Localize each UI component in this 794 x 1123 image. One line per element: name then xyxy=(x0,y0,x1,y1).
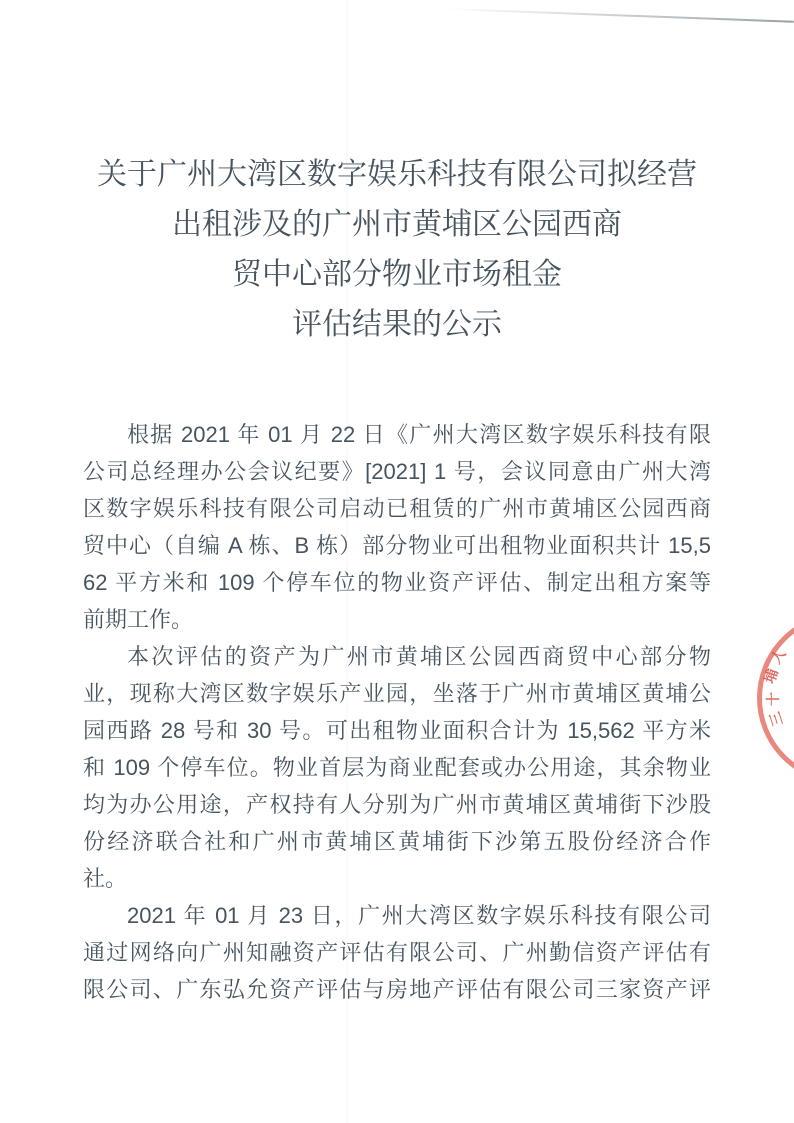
seal-character: 埔 xyxy=(761,666,781,686)
text-line: 本次评估的资产为广州市黄埔区公园西商贸中心部分物 xyxy=(127,644,711,669)
text-line: 2021 年 01 月 23 日，广州大湾区数字娱乐科技有限公司 xyxy=(127,903,711,928)
text-line: 社。 xyxy=(83,866,128,891)
title-line: 贸中心部分物业市场租金 xyxy=(232,258,562,291)
text-line: 业，现称大湾区数字娱乐产业园，坐落于广州市黄埔区黄埔公 xyxy=(83,681,711,706)
seal-character: 三 xyxy=(766,709,786,729)
paragraph xyxy=(83,638,711,897)
document-body xyxy=(83,416,711,1008)
text-line: 均为办公用途，产权持有人分别为广州市黄埔区黄埔街下沙股 xyxy=(83,792,711,817)
text-line: 根据 2021 年 01 月 22 日《广州大湾区数字娱乐科技有限 xyxy=(127,422,711,447)
title-line: 出租涉及的广州市黄埔区公园西商 xyxy=(172,208,622,241)
seal-character: 十 xyxy=(765,692,781,706)
text-line: 园西路 28 号和 30 号。可出租物业面积合计为 15,562 平方米 xyxy=(83,718,711,743)
title-line: 关于广州大湾区数字娱乐科技有限公司拟经营 xyxy=(97,158,697,191)
seal-character: 人 xyxy=(767,645,789,667)
text-line: 区数字娱乐科技有限公司启动已租赁的广州市黄埔区公园西商 xyxy=(83,496,711,521)
paragraph xyxy=(83,897,711,1008)
text-line: 贸中心（自编 A 栋、B 栋）部分物业可出租物业面积共计 15,5 xyxy=(83,533,711,558)
text-line: 通过网络向广州知融资产评估有限公司、广州勤信资产评估有 xyxy=(83,940,711,965)
title-line: 评估结果的公示 xyxy=(292,308,502,341)
text-line: 份经济联合社和广州市黄埔区黄埔街下沙第五股份经济合作 xyxy=(83,829,711,854)
red-seal-ring xyxy=(757,612,794,784)
scan-artifact-diagonal-line xyxy=(446,8,794,23)
text-line: 前期工作。 xyxy=(83,607,194,632)
text-line: 公司总经理办公会议纪要》[2021] 1 号，会议同意由广州大湾 xyxy=(83,459,711,484)
text-line: 和 109 个停车位。物业首层为商业配套或办公用途，其余物业 xyxy=(83,755,711,780)
text-line: 限公司、广东弘允资产评估与房地产评估有限公司三家资产评 xyxy=(83,977,711,1002)
text-line: 62 平方米和 109 个停车位的物业资产评估、制定出租方案等 xyxy=(83,570,711,595)
paragraph xyxy=(83,416,711,638)
document-title xyxy=(83,150,711,350)
